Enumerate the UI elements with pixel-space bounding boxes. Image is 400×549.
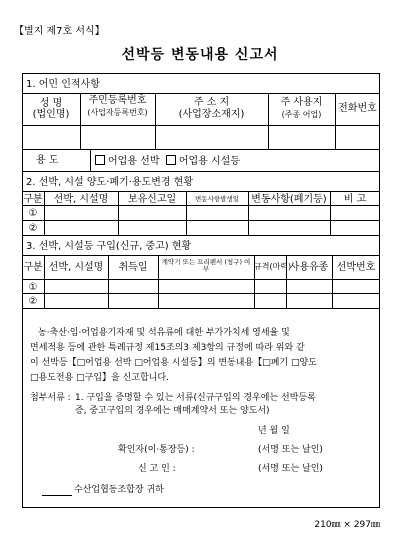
s2-row-2: ② [28, 223, 38, 234]
attachment-line-2: 증, 중고구입의 경우에는 매매계약서 또는 양도서) [75, 406, 270, 416]
s2-col-name: 선박, 시설명 [53, 194, 109, 205]
s3-col-spec: 규격(마력) [254, 262, 292, 271]
col-addr: 주 소 지 [193, 97, 230, 108]
s3-col-acquired: 취득일 [118, 262, 148, 273]
statement-line-3: 이 선박등【□어업용 선박 □어업용 시설등】의 변동내용【□폐기 □양도 [30, 358, 317, 368]
paper-size: 210㎜ × 297㎜ [314, 520, 380, 530]
divider [22, 93, 380, 94]
use-vessel-label: 어업용 선박 [108, 156, 160, 167]
divider [90, 149, 91, 171]
col-name-sub: (법인명) [32, 109, 70, 120]
divider [22, 191, 380, 192]
use-facility-label: 어업용 시설등 [178, 156, 240, 167]
s3-row-2: ② [28, 296, 38, 307]
divider [22, 279, 380, 280]
use-options [95, 155, 240, 167]
col-id: 주민등록번호 [88, 95, 147, 106]
page-title: 선박등 변동내용 신고서 [121, 47, 279, 63]
s2-col-change-date: 변동사항발생일 [195, 195, 239, 203]
divider [158, 255, 159, 308]
s3-row-1: ① [28, 282, 38, 293]
col-biz: 주 사용지 [280, 97, 323, 108]
col-phone: 전화번호 [338, 103, 377, 114]
divider [22, 205, 380, 206]
s2-col-type: 구분 [23, 194, 43, 205]
s2-col-report-date: 보유신고일 [127, 194, 177, 205]
col-addr-sub: (사업장소재지) [178, 109, 245, 120]
s3-col-engine: 계약기 또는 프리펜서 (청구) 여부 [161, 258, 251, 273]
divider [22, 149, 380, 150]
divider [22, 308, 380, 309]
addressee-blank[interactable] [42, 495, 72, 496]
reporter-label: 신 고 인 : [138, 464, 176, 474]
use-facility-checkbox[interactable] [166, 155, 176, 165]
section1-header: 1. 어민 인적사항 [26, 79, 100, 90]
col-id-sub: (사업자등록번호) [87, 108, 148, 117]
divider [22, 293, 380, 294]
date-line: 년 월 일 [258, 426, 290, 436]
s3-col-type: 구분 [23, 262, 43, 273]
confirmer-label: 확인자(이·통장등) : [118, 445, 195, 455]
statement-line-2: 면세적용 등에 관한 특례규정 제15조의3 제3항의 규정에 따라 위와 같 [30, 343, 305, 353]
s3-col-fuel: 사용유종 [289, 262, 329, 273]
addressee: 수산업협동조합장 귀하 [74, 485, 164, 495]
use-vessel-checkbox[interactable] [95, 155, 105, 165]
divider [22, 171, 380, 172]
form-label: 【별지 제7호 서식】 [14, 26, 105, 37]
form-frame [22, 73, 380, 508]
reporter-signature[interactable]: (서명 또는 날인) [258, 464, 323, 474]
col-name: 성 명 [39, 98, 63, 109]
divider [22, 125, 380, 126]
statement-line-1: 농·축산·임·어업용기자재 및 석유류에 대한 부가가치세 영세율 및 [38, 328, 290, 338]
attachment-label: 첨부서류 : [30, 393, 71, 403]
divider [22, 220, 380, 221]
use-label: 용 도 [36, 155, 59, 166]
section3-header: 3. 선박, 시설등 구입(신규, 중고) 현황 [26, 241, 192, 252]
divider [22, 255, 380, 256]
s2-row-1: ① [28, 208, 38, 219]
divider [22, 235, 380, 236]
divider [335, 93, 336, 149]
s2-col-note: 비 고 [343, 194, 367, 205]
s3-col-vessel-no: 선박번호 [336, 262, 376, 273]
statement-line-4: □용도전용 □구입】을 신고합니다. [30, 373, 169, 383]
attachment-line-1: 1. 구입을 증명할 수 있는 서류(신규구입의 경우에는 선박등록 [75, 393, 316, 403]
confirmer-signature[interactable]: (서명 또는 날인) [258, 445, 323, 455]
s3-col-name: 선박, 시설명 [48, 262, 104, 273]
s2-col-change: 변동사항(폐기등) [251, 194, 327, 205]
section2-header: 2. 선박, 시설 양도·폐기·용도변경 현황 [26, 177, 194, 188]
col-biz-sub: (주종 어업) [281, 110, 322, 119]
